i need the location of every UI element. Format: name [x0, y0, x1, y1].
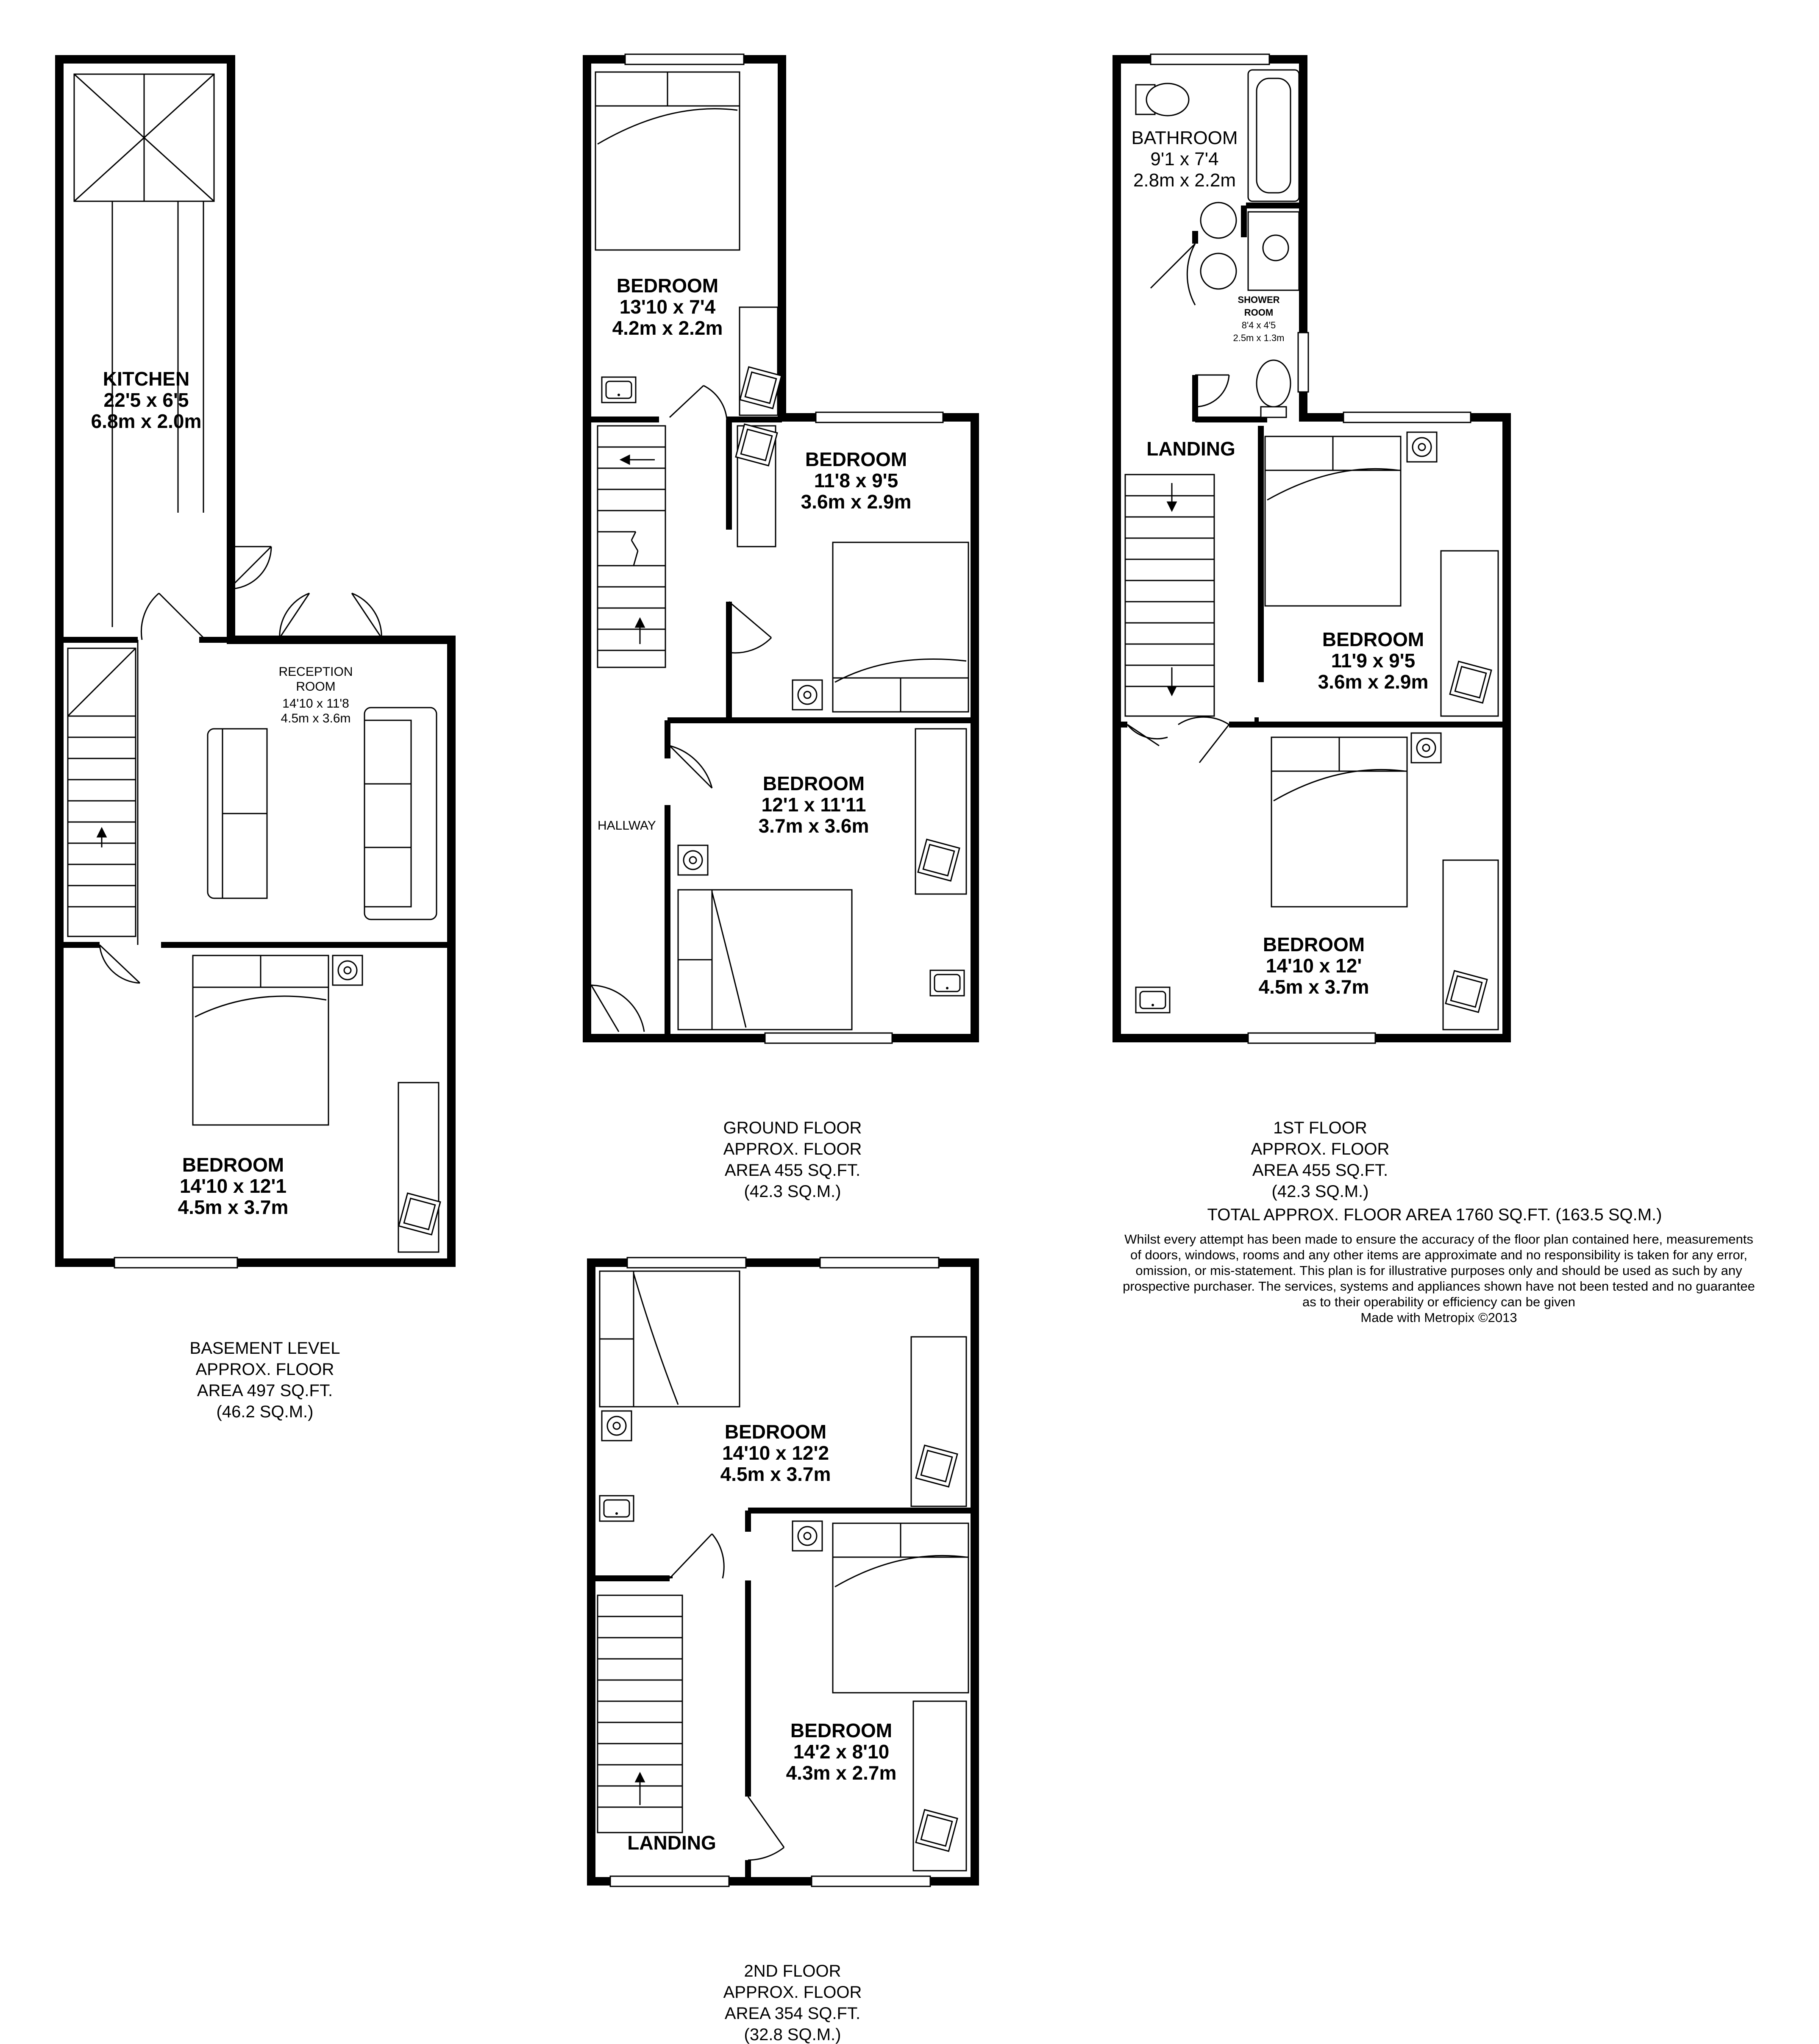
ground-bedroom-a-label — [612, 275, 723, 339]
second-bedroom-b-label — [786, 1719, 897, 1784]
svg-text:4.2m x 2.2m: 4.2m x 2.2m — [612, 317, 723, 339]
ground-hallway-label: HALLWAY — [598, 819, 656, 833]
svg-text:BEDROOM: BEDROOM — [805, 448, 907, 470]
ground-floor-plan — [587, 54, 975, 1201]
svg-text:4.5m x 3.7m: 4.5m x 3.7m — [1258, 976, 1369, 998]
svg-text:13'10 x 7'4: 13'10 x 7'4 — [619, 296, 716, 318]
svg-text:4.5m x 3.7m: 4.5m x 3.7m — [178, 1196, 289, 1218]
svg-text:BEDROOM: BEDROOM — [1322, 628, 1424, 650]
svg-text:AREA 455 SQ.FT.: AREA 455 SQ.FT. — [1252, 1161, 1388, 1180]
basement-reception-label — [278, 665, 353, 725]
svg-text:AREA 455 SQ.FT.: AREA 455 SQ.FT. — [724, 1161, 861, 1180]
svg-text:11'8 x 9'5: 11'8 x 9'5 — [814, 469, 898, 492]
svg-text:4.5m x 3.6m: 4.5m x 3.6m — [281, 711, 351, 725]
disclaimer — [1123, 1232, 1755, 1325]
svg-text:AREA 354 SQ.FT.: AREA 354 SQ.FT. — [724, 2004, 861, 2023]
svg-text:BEDROOM: BEDROOM — [790, 1719, 893, 1741]
svg-text:Whilst every attempt has been: Whilst every attempt has been made to ensure the accuracy of the floor plan contained here, measurements — [1124, 1232, 1753, 1247]
svg-text:3.6m x 2.9m: 3.6m x 2.9m — [1318, 671, 1429, 693]
first-caption — [1251, 1119, 1390, 1201]
svg-text:(46.2 SQ.M.): (46.2 SQ.M.) — [216, 1402, 314, 1421]
first-bedroom-a-label — [1318, 628, 1429, 693]
svg-text:14'10 x 11'8: 14'10 x 11'8 — [282, 697, 349, 711]
second-bedroom-a-label — [720, 1421, 831, 1485]
first-floor-plan — [1117, 54, 1507, 1201]
svg-text:BEDROOM: BEDROOM — [762, 772, 865, 794]
second-caption — [723, 1962, 862, 2044]
svg-text:omission, or mis-statement. Th: omission, or mis-statement. This plan is for illustrative purposes only and should be used as such by any — [1135, 1263, 1742, 1278]
svg-text:2.8m x 2.2m: 2.8m x 2.2m — [1133, 170, 1236, 191]
svg-text:2ND FLOOR: 2ND FLOOR — [744, 1962, 841, 1980]
svg-text:14'10 x 12': 14'10 x 12' — [1266, 955, 1362, 977]
basement-kitchen-label — [91, 368, 202, 432]
svg-text:GROUND FLOOR: GROUND FLOOR — [723, 1119, 862, 1137]
svg-text:14'10 x 12'1: 14'10 x 12'1 — [179, 1175, 287, 1197]
svg-text:BATHROOM: BATHROOM — [1131, 128, 1238, 148]
svg-text:11'9 x 9'5: 11'9 x 9'5 — [1331, 650, 1416, 672]
svg-text:8'4 x 4'5: 8'4 x 4'5 — [1241, 320, 1276, 330]
ground-bedroom-b-label — [801, 448, 912, 513]
total-area: TOTAL APPROX. FLOOR AREA 1760 SQ.FT. (163.5 SQ.M.) — [1207, 1205, 1662, 1224]
second-floor-plan — [591, 1258, 975, 2044]
svg-text:prospective purchaser. The ser: prospective purchaser. The services, systems and appliances shown have not been tested and no guarantee — [1123, 1279, 1755, 1294]
first-shower-label — [1233, 294, 1284, 343]
svg-text:2.5m x 1.3m: 2.5m x 1.3m — [1233, 333, 1285, 343]
svg-text:APPROX. FLOOR: APPROX. FLOOR — [723, 1140, 862, 1158]
svg-text:9'1 x 7'4: 9'1 x 7'4 — [1150, 149, 1219, 169]
svg-text:BEDROOM: BEDROOM — [1263, 933, 1365, 955]
svg-text:(42.3 SQ.M.): (42.3 SQ.M.) — [1271, 1182, 1369, 1201]
svg-text:3.6m x 2.9m: 3.6m x 2.9m — [801, 491, 912, 513]
svg-text:RECEPTION: RECEPTION — [278, 665, 353, 679]
svg-text:22'5 x 6'5: 22'5 x 6'5 — [103, 389, 189, 411]
svg-text:(32.8 SQ.M.): (32.8 SQ.M.) — [744, 2025, 841, 2044]
svg-text:BEDROOM: BEDROOM — [724, 1421, 827, 1443]
basement-bedroom-label — [178, 1154, 289, 1218]
svg-text:12'1 x 11'11: 12'1 x 11'11 — [761, 794, 866, 816]
svg-text:3.7m x 3.6m: 3.7m x 3.6m — [758, 815, 869, 837]
svg-text:APPROX. FLOOR: APPROX. FLOOR — [195, 1360, 334, 1379]
svg-text:ROOM: ROOM — [296, 680, 336, 694]
svg-text:KITCHEN: KITCHEN — [103, 368, 190, 390]
svg-text:14'2 x 8'10: 14'2 x 8'10 — [793, 1741, 890, 1763]
ground-bedroom-c-label — [759, 772, 869, 837]
svg-text:(42.3 SQ.M.): (42.3 SQ.M.) — [744, 1182, 841, 1201]
svg-text:as to their operability or eff: as to their operability or efficiency can be given — [1302, 1294, 1575, 1309]
basement-plan — [59, 59, 451, 1421]
second-landing-label: LANDING — [627, 1832, 716, 1854]
svg-text:ROOM: ROOM — [1244, 307, 1274, 318]
svg-text:BEDROOM: BEDROOM — [182, 1154, 284, 1176]
svg-text:APPROX. FLOOR: APPROX. FLOOR — [1251, 1140, 1390, 1158]
svg-text:of doors, windows, rooms and a: of doors, windows, rooms and any other items are approximate and no responsibility is taken for any error, — [1130, 1247, 1748, 1262]
svg-text:SHOWER: SHOWER — [1238, 294, 1280, 305]
svg-text:AREA 497 SQ.FT.: AREA 497 SQ.FT. — [197, 1381, 333, 1400]
svg-text:APPROX. FLOOR: APPROX. FLOOR — [723, 1983, 862, 2002]
svg-text:4.5m x 3.7m: 4.5m x 3.7m — [720, 1463, 831, 1485]
svg-text:6.8m x 2.0m: 6.8m x 2.0m — [91, 410, 202, 432]
svg-text:1ST FLOOR: 1ST FLOOR — [1273, 1119, 1367, 1137]
basement-caption — [190, 1339, 340, 1421]
svg-text:BEDROOM: BEDROOM — [616, 275, 719, 297]
first-bedroom-b-label — [1259, 933, 1369, 998]
first-landing-label: LANDING — [1146, 438, 1235, 460]
first-bathroom-label — [1132, 128, 1238, 191]
ground-caption — [723, 1119, 862, 1201]
svg-text:BASEMENT LEVEL: BASEMENT LEVEL — [189, 1339, 340, 1358]
svg-text:14'10 x 12'2: 14'10 x 12'2 — [722, 1442, 829, 1464]
svg-text:Made with Metropix ©2013: Made with Metropix ©2013 — [1360, 1310, 1517, 1325]
svg-text:4.3m x 2.7m: 4.3m x 2.7m — [786, 1762, 897, 1784]
